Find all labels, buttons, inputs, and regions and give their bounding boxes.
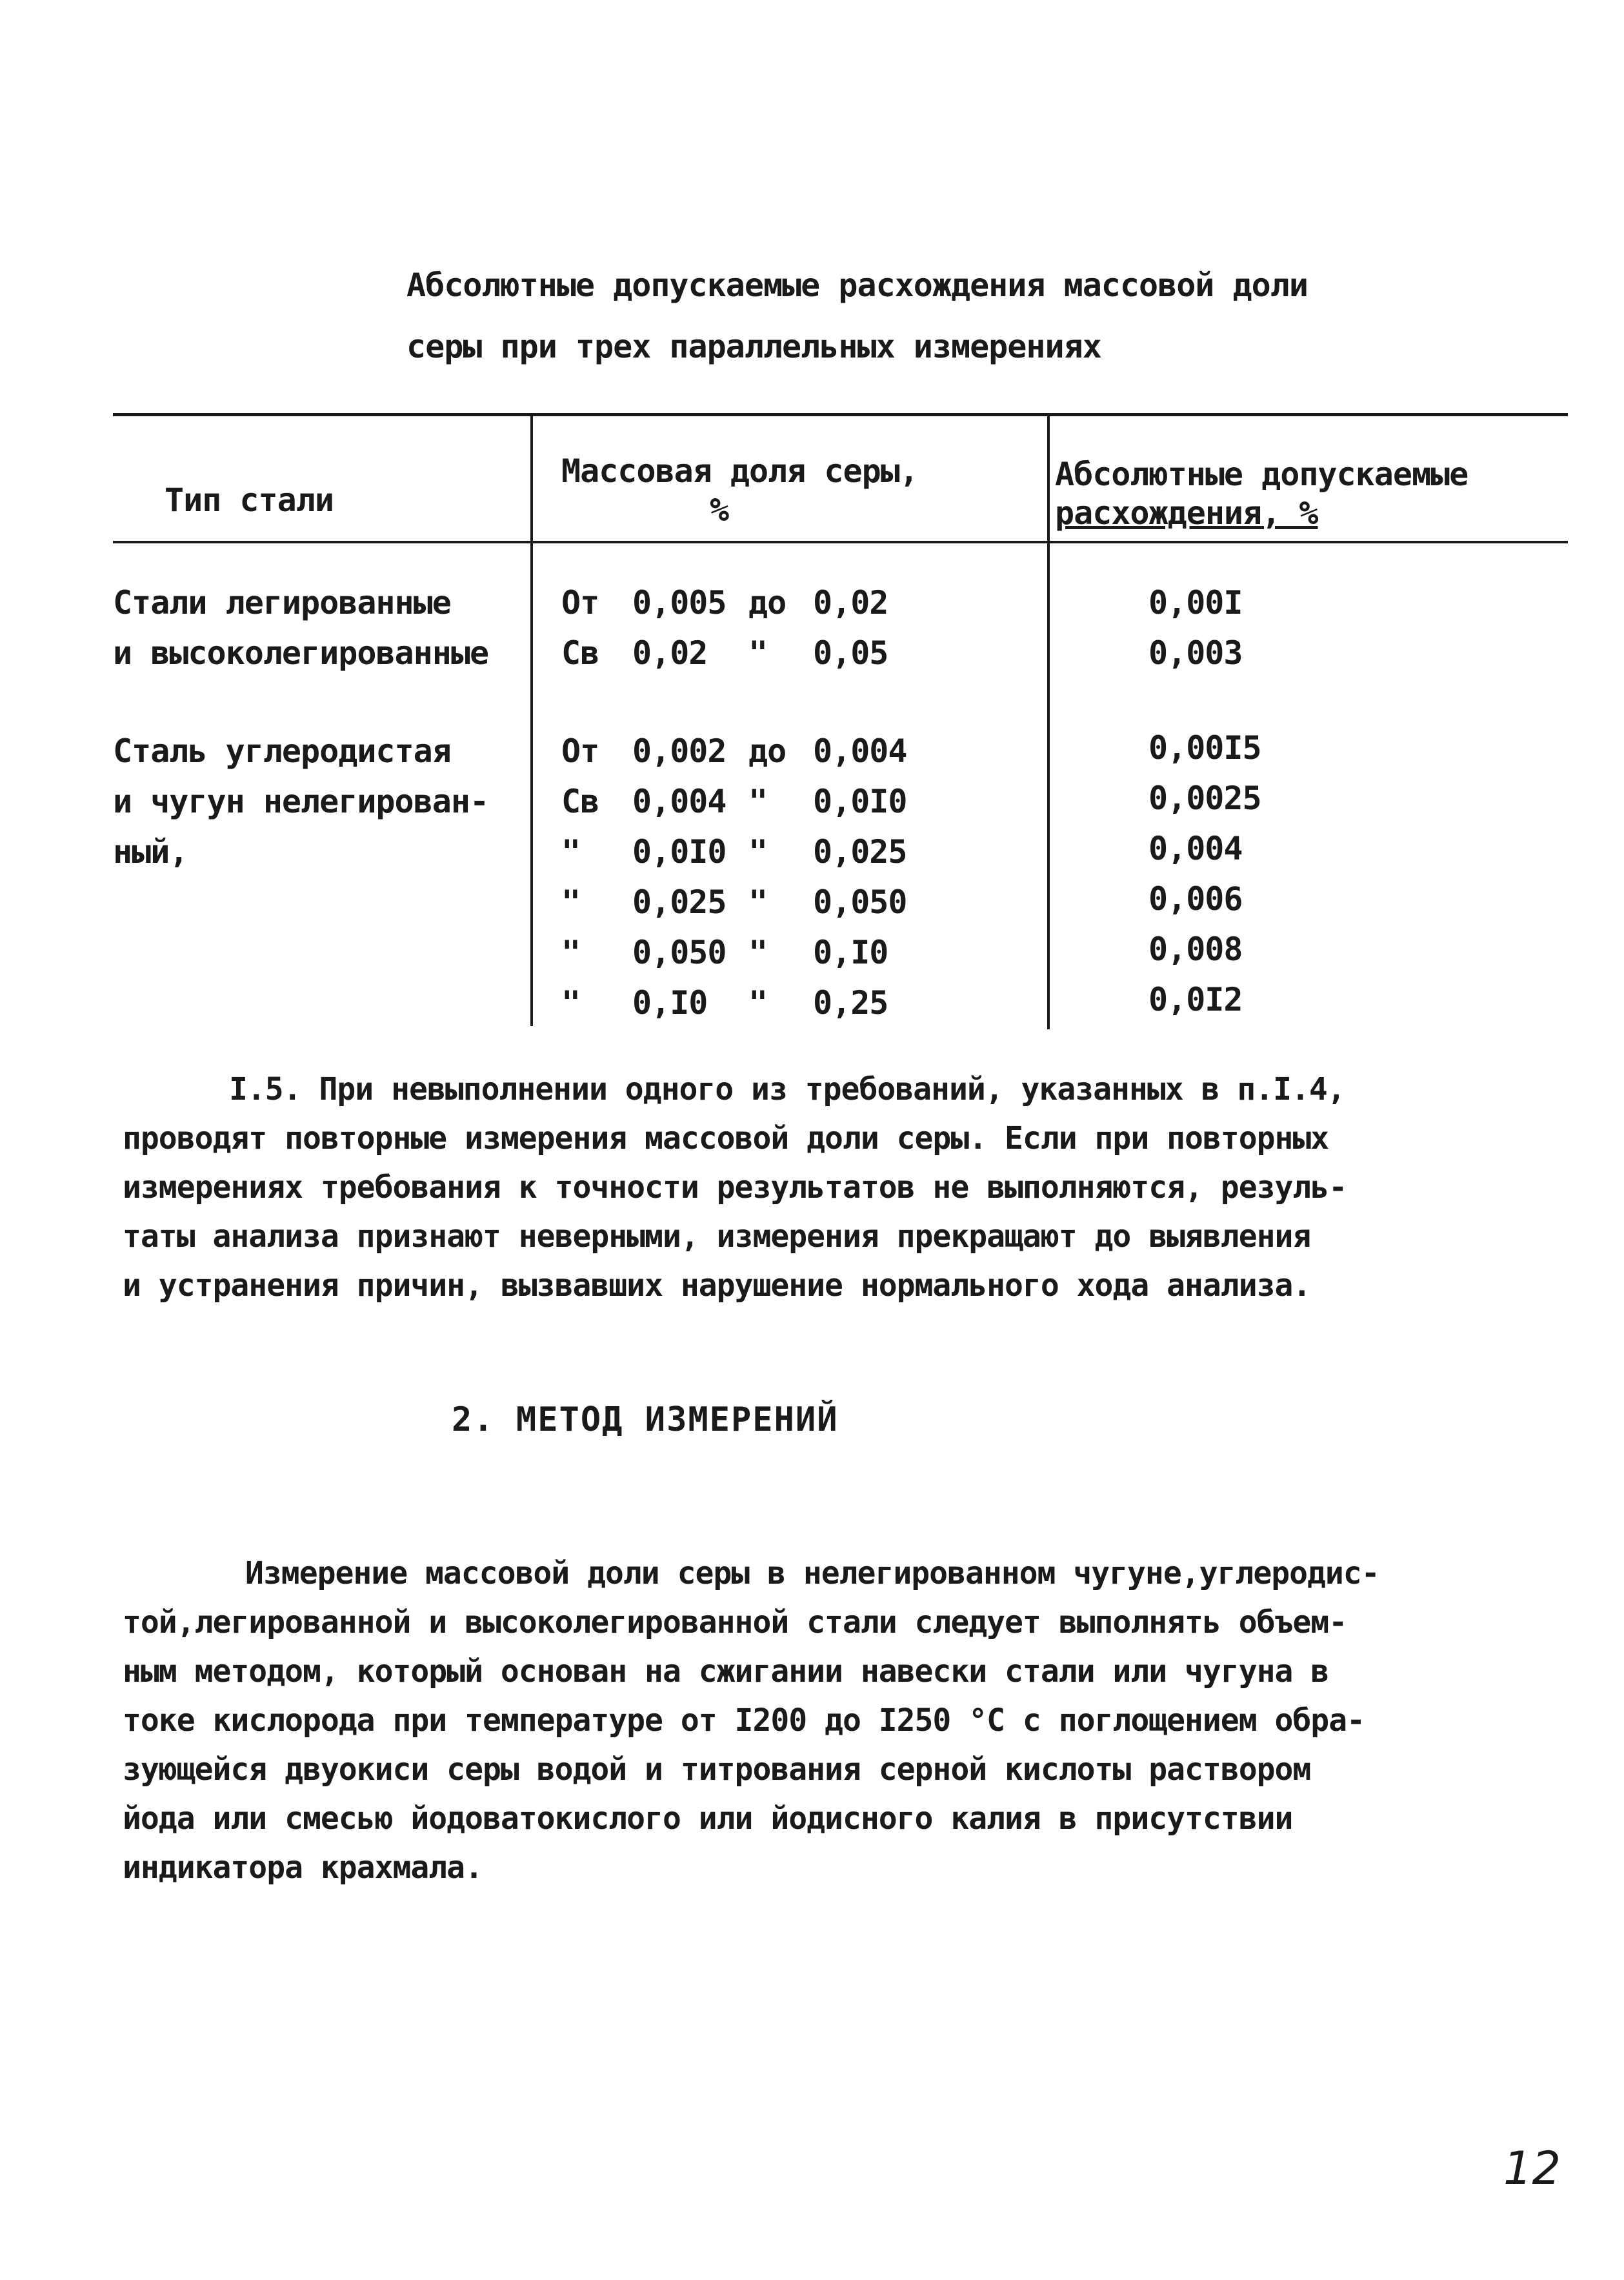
header-sulfur-fraction — [561, 452, 918, 529]
range-from: 0,I0 — [632, 984, 708, 1022]
tolerance-value: 0,00I — [1148, 584, 1243, 621]
range-from: 0,02 — [632, 634, 708, 672]
range-to: 0,I0 — [813, 934, 888, 971]
range-from: 0,004 — [632, 783, 727, 820]
range-to: 0,25 — [813, 984, 888, 1022]
paragraph-line: йода или смесью йодоватокислого или йодисного калия в присутствии — [123, 1801, 1293, 1837]
range-separator: " — [748, 934, 768, 971]
table-top-rule — [113, 413, 1568, 416]
tolerance-value: 0,003 — [1148, 634, 1243, 672]
steel-type-line: Стали легированные — [113, 584, 451, 621]
fraction-range-row — [561, 827, 923, 877]
range-to: 0,02 — [813, 584, 888, 621]
table-header-rule — [113, 541, 1568, 543]
range-separator: до — [748, 732, 787, 770]
range-to: 0,025 — [813, 833, 907, 871]
fraction-range-row — [561, 927, 923, 978]
tolerance-value: 0,0I2 — [1148, 981, 1243, 1018]
range-separator: " — [748, 833, 768, 871]
range-separator: " — [748, 883, 768, 921]
steel-type-line: ный, — [113, 833, 188, 871]
paragraph-line: измерениях требования к точности результатов не выполняются, резуль- — [123, 1169, 1347, 1206]
range-prefix: От — [561, 732, 599, 770]
range-to: 0,0I0 — [813, 783, 907, 820]
header-sulfur-fraction-unit: % — [710, 491, 729, 529]
header-sulfur-fraction-line-1: Массовая доля серы, — [561, 452, 918, 490]
tolerances-carbon — [1148, 723, 1261, 1025]
caption-line-1: Абсолютные допускаемые расхождения массовой доли — [406, 267, 1308, 304]
paragraph-line: Измерение массовой доли серы в нелегированном чугуне,углеродис- — [245, 1555, 1379, 1591]
range-separator: до — [748, 584, 787, 621]
paragraph-line: ным методом, который основан на сжигании навески стали или чугуна в — [123, 1653, 1329, 1690]
range-separator: " — [748, 783, 768, 820]
table-caption — [406, 255, 1503, 378]
range-prefix: Св — [561, 783, 599, 820]
page-number: 12 — [1503, 2142, 1561, 2195]
paragraph-line: проводят повторные измерения массовой доли серы. Если при повторных — [123, 1120, 1329, 1156]
tolerance-value: 0,004 — [1148, 830, 1243, 867]
tolerance-value: 0,006 — [1148, 880, 1243, 918]
range-prefix: " — [561, 833, 581, 871]
fraction-ranges-alloyed — [561, 578, 923, 678]
caption-line-2: серы при трех параллельных измерениях — [406, 328, 1101, 365]
range-prefix: " — [561, 883, 581, 921]
range-prefix: " — [561, 984, 581, 1022]
range-from: 0,050 — [632, 934, 727, 971]
paragraph-line: и устранения причин, вызвавших нарушение нормального хода анализа. — [123, 1267, 1311, 1304]
method-paragraph — [123, 1549, 1503, 1892]
fraction-range-row — [561, 776, 923, 827]
header-tolerance-line-2: расхождения, % — [1055, 494, 1318, 532]
fraction-range-row — [561, 578, 923, 628]
tolerance-value: 0,0025 — [1148, 780, 1261, 817]
fraction-range-row — [561, 628, 923, 678]
table-column-divider-2 — [1047, 416, 1050, 1029]
range-from: 0,002 — [632, 732, 727, 770]
steel-type-line: и чугун нелегирован- — [113, 783, 489, 820]
range-separator: " — [748, 634, 768, 672]
fraction-range-row — [561, 978, 923, 1028]
paragraph-line: индикатора крахмала. — [123, 1850, 483, 1886]
range-from: 0,005 — [632, 584, 727, 621]
paragraph-1-5 — [123, 1065, 1503, 1310]
fraction-range-row — [561, 877, 923, 927]
fraction-range-row — [561, 726, 923, 776]
range-from: 0,0I0 — [632, 833, 727, 871]
range-separator: " — [748, 984, 768, 1022]
range-to: 0,05 — [813, 634, 888, 672]
steel-type-line: и высоколегированные — [113, 634, 489, 672]
tolerance-value: 0,00I5 — [1148, 729, 1261, 767]
range-to: 0,050 — [813, 883, 907, 921]
header-tolerance-line-1: Абсолютные допускаемые — [1055, 456, 1469, 493]
paragraph-line: зующейся двуокиси серы водой и титрования серной кислоты раствором — [123, 1751, 1311, 1788]
paragraph-line: I.5. При невыполнении одного из требований, указанных в п.I.4, — [229, 1071, 1345, 1107]
steel-type-carbon — [113, 726, 488, 877]
table-column-divider-1 — [530, 413, 533, 1026]
range-prefix: " — [561, 934, 581, 971]
range-from: 0,025 — [632, 883, 727, 921]
section-title: 2. МЕТОД ИЗМЕРЕНИЙ — [452, 1400, 839, 1439]
range-to: 0,004 — [813, 732, 907, 770]
tolerance-value: 0,008 — [1148, 931, 1243, 968]
header-steel-type: Тип стали — [165, 481, 334, 519]
steel-type-line: Сталь углеродистая — [113, 732, 451, 770]
range-prefix: От — [561, 584, 599, 621]
fraction-ranges-carbon — [561, 726, 923, 1028]
paragraph-line: таты анализа признают неверными, измерения прекращают до выявления — [123, 1218, 1311, 1255]
tolerances-alloyed — [1148, 578, 1243, 678]
paragraph-line: токе кислорода при температуре от I200 до I250 °С с поглощением обра- — [123, 1702, 1365, 1739]
range-prefix: Св — [561, 634, 599, 672]
paragraph-line: той,легированной и высоколегированной стали следует выполнять объем- — [123, 1604, 1347, 1640]
header-tolerance — [1055, 455, 1468, 532]
steel-type-alloyed — [113, 578, 488, 678]
